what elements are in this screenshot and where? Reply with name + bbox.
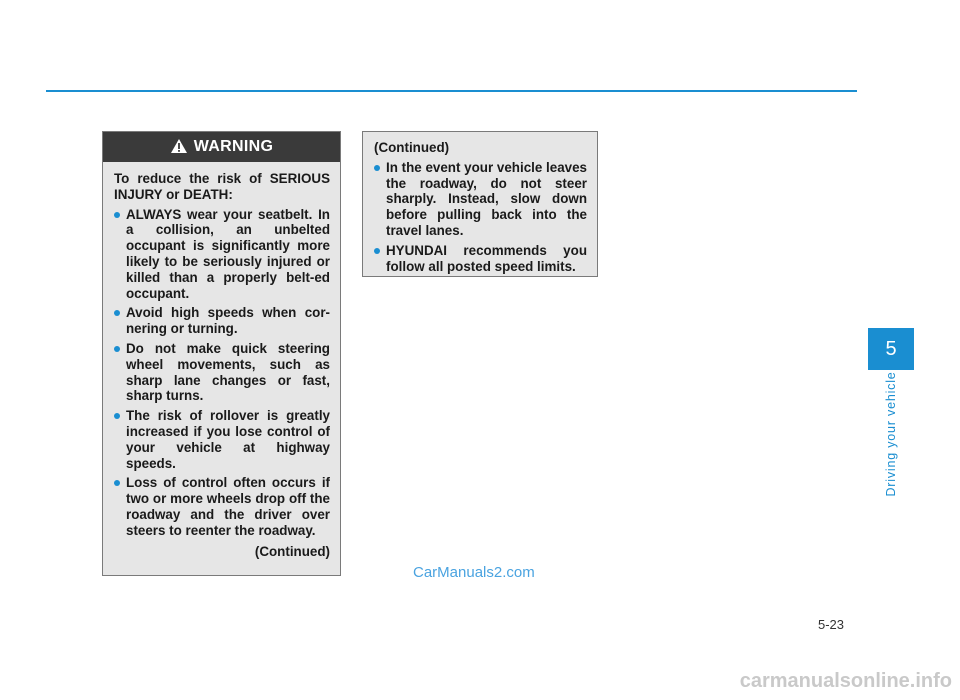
list-item [114,475,330,538]
bullet-icon [114,212,120,218]
list-item-text: In the event your vehicle leaves the roadway, do not steer sharply. Instead, slow down before pulling back into the travel lanes. [386,159,587,238]
chapter-tab[interactable]: 5 [868,328,914,370]
continued-list [374,160,587,275]
list-item-text: Do not make quick steering wheel movements, such as sharp lane changes or fast, sharp turns. [126,340,330,404]
warning-intro: To reduce the risk of SERIOUS INJURY or DEATH: [114,171,330,202]
bullet-icon [114,310,120,316]
list-item-text: ALWAYS wear your seatbelt. In a collision, an unbelted occupant is significantly more likely to be seriously injured or killed than a properly belt-ed occupant. [126,206,330,301]
warning-list [114,207,330,539]
bullet-icon [374,165,380,171]
warning-title: WARNING [193,138,274,155]
list-item-text: Avoid high speeds when cor-nering or turning. [126,305,330,337]
footer-watermark: carmanualsonline.info [739,670,952,692]
bullet-icon [374,248,380,254]
list-item-text: The risk of rollover is greatly increased if you lose control of your vehicle at highway speeds. [126,408,330,471]
list-item [374,243,587,275]
list-item [114,408,330,471]
continued-body [363,132,597,274]
top-rule [46,90,857,92]
continued-note: (Continued) [254,543,330,559]
page-number: 5-23 [818,617,845,632]
bullet-icon [114,413,120,419]
warning-header [103,132,340,162]
bullet-icon [114,480,120,486]
chapter-label: Driving your vehicle [884,371,898,497]
continued-heading: (Continued) [374,140,450,155]
continued-box [362,131,598,277]
warning-box [102,131,341,576]
list-item [114,207,330,302]
list-item-text: HYUNDAI recommends you follow all posted speed limits. [386,242,587,274]
list-item [114,341,330,404]
warning-body [103,162,340,559]
list-item [114,305,330,337]
bullet-icon [114,346,120,352]
warning-triangle-icon [170,138,188,154]
list-item-text: Loss of control often occurs if two or more wheels drop off the roadway and the driver over steers to reenter the roadway. [126,475,330,538]
watermark: CarManuals2.com [413,564,535,581]
list-item [374,160,587,239]
